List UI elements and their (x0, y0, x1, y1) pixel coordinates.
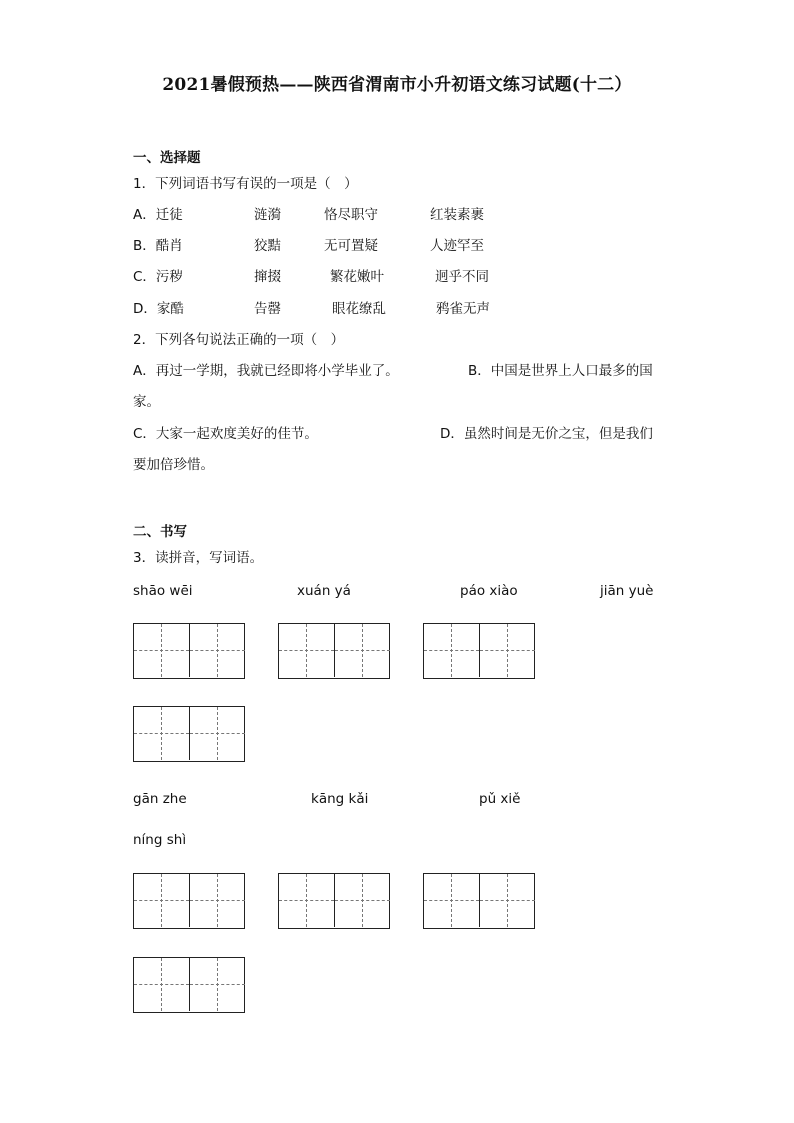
pinyin-label: jiān yuè (600, 583, 654, 599)
question-2-option-c: C．大家一起欢度美好的佳节。 (133, 426, 318, 442)
question-2-option-d-cont: 要加倍珍惜。 (133, 457, 214, 473)
writing-grid[interactable] (133, 623, 245, 679)
option-word: 迥乎不同 (435, 269, 489, 285)
option-word: 恪尽职守 (324, 207, 378, 223)
section-heading-choice: 一、选择题 (133, 150, 201, 166)
writing-grid[interactable] (133, 873, 245, 929)
option-word: 人迹罕至 (430, 238, 484, 254)
option-word: 狡黠 (254, 238, 281, 254)
pinyin-label: páo xiào (460, 583, 518, 599)
option-label: D．家酷 (133, 301, 184, 317)
pinyin-label: gān zhe (133, 791, 187, 807)
option-label: B．酷肖 (133, 238, 183, 254)
option-word: 撺掇 (254, 269, 281, 285)
writing-grid[interactable] (423, 623, 535, 679)
question-1-stem: 1．下列词语书写有误的一项是（ ） (133, 176, 358, 192)
question-2-option-b: B．中国是世界上人口最多的国 (468, 363, 653, 379)
option-word: 红装素裹 (430, 207, 484, 223)
option-word: 鸦雀无声 (436, 301, 490, 317)
question-2-option-d: D．虽然时间是无价之宝，但是我们 (440, 426, 653, 442)
writing-grid[interactable] (423, 873, 535, 929)
question-2-option-b-cont: 家。 (133, 394, 160, 410)
option-word: 繁花嫩叶 (330, 269, 384, 285)
option-word: 眼花缭乱 (332, 301, 386, 317)
pinyin-label: pǔ xiě (479, 791, 521, 807)
question-3-stem: 3．读拼音，写词语。 (133, 550, 264, 566)
writing-grid[interactable] (133, 957, 245, 1013)
question-2-option-a: A．再过一学期，我就已经即将小学毕业了。 (133, 363, 399, 379)
option-label: C．污秽 (133, 269, 183, 285)
page-title: 2021暑假预热——陕西省渭南市小升初语文练习试题(十二） (162, 75, 632, 95)
pinyin-label: kāng kǎi (311, 791, 369, 807)
pinyin-label: shāo wēi (133, 583, 193, 599)
option-label: A．迁徒 (133, 207, 183, 223)
option-word: 告罄 (254, 301, 281, 317)
question-2-stem: 2．下列各句说法正确的一项（ ） (133, 332, 345, 348)
option-word: 无可置疑 (324, 238, 378, 254)
writing-grid[interactable] (278, 623, 390, 679)
section-heading-writing: 二、书写 (133, 524, 187, 540)
option-word: 涟漪 (254, 207, 281, 223)
writing-grid[interactable] (133, 706, 245, 762)
writing-grid[interactable] (278, 873, 390, 929)
pinyin-label: níng shì (133, 832, 187, 848)
pinyin-label: xuán yá (297, 583, 351, 599)
